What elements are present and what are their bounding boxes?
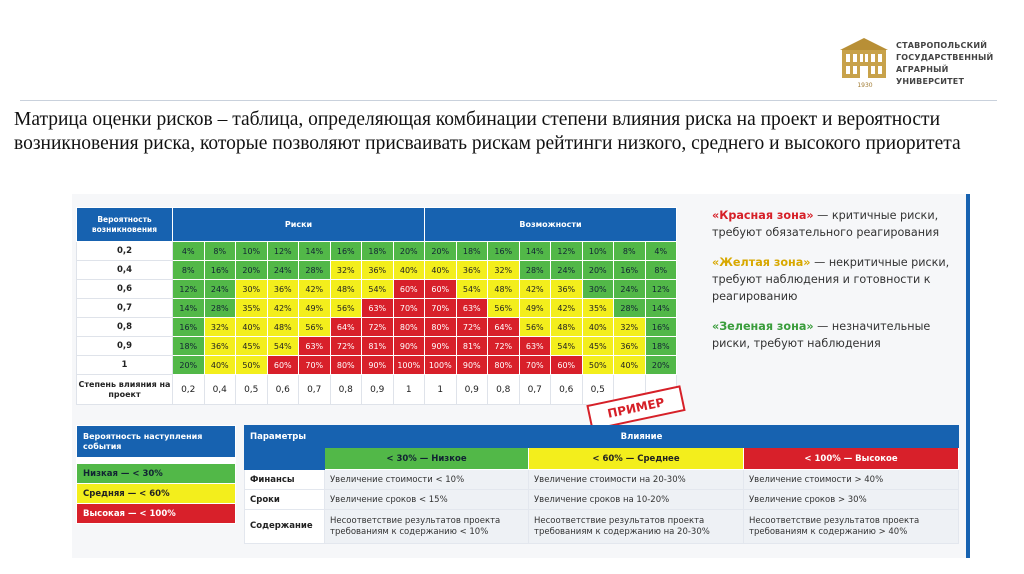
impact-cell: Несоответствие результатов проекта требованиям к содержанию < 10%	[325, 510, 529, 544]
impact-value: 0,4	[204, 375, 236, 405]
risk-cell: 54%	[267, 337, 299, 356]
risk-matrix	[76, 207, 677, 405]
impact-table	[244, 425, 959, 544]
opportunity-cell: 4%	[645, 242, 677, 261]
impact-value: 0,6	[267, 375, 299, 405]
opportunity-cell: 63%	[519, 337, 551, 356]
risk-cell: 49%	[299, 299, 331, 318]
probability-label: 0,2	[77, 242, 173, 261]
table-row	[245, 490, 959, 510]
opportunity-cell: 28%	[519, 261, 551, 280]
opportunity-cell: 36%	[614, 337, 646, 356]
opportunity-cell: 8%	[645, 261, 677, 280]
table-row	[245, 470, 959, 490]
risk-cell: 32%	[330, 261, 362, 280]
probability-label: 1	[77, 356, 173, 375]
opportunity-cell: 14%	[645, 299, 677, 318]
probability-medium: Средняя — < 60%	[77, 484, 236, 504]
impact-level-low: < 30% — Низкое	[325, 448, 529, 470]
logo-year: 1930	[857, 82, 873, 89]
risk-cell: 12%	[173, 280, 205, 299]
risk-cell: 80%	[393, 318, 425, 337]
risk-cell: 16%	[330, 242, 362, 261]
opportunity-cell: 63%	[456, 299, 488, 318]
risk-cell: 70%	[299, 356, 331, 375]
risk-cell: 48%	[267, 318, 299, 337]
university-logo	[840, 34, 1010, 92]
opportunity-cell: 45%	[582, 337, 614, 356]
opportunity-cell: 90%	[425, 337, 457, 356]
risk-cell: 18%	[173, 337, 205, 356]
page-title: Матрица оценки рисков – таблица, определяющая комбинации степени влияния риска на проект и вероятности возникновения риска, которые позволяют присваивать рискам рейтинги низкого, среднего и высокого приоритета	[14, 109, 961, 154]
impact-value: 0,9	[456, 375, 488, 405]
opportunity-cell: 12%	[645, 280, 677, 299]
impact-value: 0,6	[551, 375, 583, 405]
matrix-row	[77, 280, 677, 299]
zone-yellow-name: «Желтая зона»	[712, 256, 811, 269]
risk-cell: 42%	[299, 280, 331, 299]
opportunity-cell: 72%	[456, 318, 488, 337]
risk-cell: 35%	[236, 299, 268, 318]
risk-cell: 42%	[267, 299, 299, 318]
matrix-row	[77, 337, 677, 356]
risk-cell: 60%	[393, 280, 425, 299]
opportunity-cell: 81%	[456, 337, 488, 356]
impact-level-medium: < 60% — Среднее	[529, 448, 744, 470]
opportunity-cell: 49%	[519, 299, 551, 318]
risk-cell: 20%	[173, 356, 205, 375]
probability-low: Низкая — < 30%	[77, 464, 236, 484]
risk-cell: 36%	[204, 337, 236, 356]
risk-cell: 48%	[330, 280, 362, 299]
opportunity-cell: 8%	[614, 242, 646, 261]
header-divider	[20, 100, 997, 101]
risk-cell: 56%	[299, 318, 331, 337]
risk-cell: 80%	[330, 356, 362, 375]
risk-cell: 45%	[236, 337, 268, 356]
opportunity-cell: 30%	[582, 280, 614, 299]
risk-cell: 14%	[299, 242, 331, 261]
opportunity-cell: 64%	[488, 318, 520, 337]
opportunity-cell: 56%	[488, 299, 520, 318]
opportunity-cell: 16%	[488, 242, 520, 261]
impact-row-label: Содержание	[245, 510, 325, 544]
opportunity-cell: 36%	[551, 280, 583, 299]
risk-cell: 30%	[236, 280, 268, 299]
risk-cell: 81%	[362, 337, 394, 356]
risk-cell: 40%	[236, 318, 268, 337]
impact-cell: Увеличение стоимости > 40%	[744, 470, 959, 490]
opportunity-cell: 42%	[551, 299, 583, 318]
impact-value: 0,2	[173, 375, 205, 405]
opportunity-cell: 60%	[551, 356, 583, 375]
opportunity-cell: 18%	[456, 242, 488, 261]
opportunity-cell: 18%	[645, 337, 677, 356]
impact-label: Степень влияния на проект	[77, 375, 173, 405]
risk-cell: 4%	[173, 242, 205, 261]
logo-line-1: СТАВРОПОЛЬСКИЙ	[896, 41, 988, 50]
risk-cell: 24%	[267, 261, 299, 280]
probability-legend	[76, 425, 236, 524]
opportunity-cell: 50%	[582, 356, 614, 375]
zone-red	[712, 207, 968, 241]
opportunity-cell: 70%	[425, 299, 457, 318]
opportunity-cell: 54%	[551, 337, 583, 356]
opportunity-cell: 24%	[551, 261, 583, 280]
opportunity-cell: 16%	[645, 318, 677, 337]
impact-cell: Увеличение стоимости < 10%	[325, 470, 529, 490]
risk-cell: 28%	[299, 261, 331, 280]
impact-cell: Увеличение сроков > 30%	[744, 490, 959, 510]
risk-cell: 32%	[204, 318, 236, 337]
zone-yellow	[712, 254, 968, 305]
risk-cell: 18%	[362, 242, 394, 261]
impact-value: 0,5	[236, 375, 268, 405]
risk-cell: 60%	[267, 356, 299, 375]
impact-row-label: Сроки	[245, 490, 325, 510]
risk-cell: 24%	[204, 280, 236, 299]
opportunity-cell: 80%	[425, 318, 457, 337]
risk-cell: 64%	[330, 318, 362, 337]
risk-cell: 36%	[362, 261, 394, 280]
impact-value: 0,8	[488, 375, 520, 405]
opportunity-cell: 80%	[488, 356, 520, 375]
matrix-header-opportunities: Возможности	[425, 208, 677, 242]
risk-cell: 50%	[236, 356, 268, 375]
opportunity-cell: 100%	[425, 356, 457, 375]
risk-cell: 16%	[173, 318, 205, 337]
risk-cell: 10%	[236, 242, 268, 261]
impact-value: 0,8	[330, 375, 362, 405]
zone-red-text: — критичные риски, требуют обязательного реагирования	[712, 209, 940, 239]
impact-header-impact: Влияние	[325, 426, 959, 448]
opportunity-cell: 40%	[614, 356, 646, 375]
opportunity-cell: 35%	[582, 299, 614, 318]
impact-cell: Несоответствие результатов проекта требованиям к содержанию на 20-30%	[529, 510, 744, 544]
risk-cell: 72%	[330, 337, 362, 356]
probability-label: 0,8	[77, 318, 173, 337]
opportunity-cell: 48%	[551, 318, 583, 337]
zone-yellow-text: — некритичные риски, требуют наблюдения и готовности к реагированию	[712, 256, 950, 303]
opportunity-cell: 20%	[425, 242, 457, 261]
matrix-header-risks: Риски	[173, 208, 425, 242]
zone-green-name: «Зеленая зона»	[712, 320, 814, 333]
matrix-row	[77, 318, 677, 337]
probability-label: 0,4	[77, 261, 173, 280]
opportunity-cell: 12%	[551, 242, 583, 261]
risk-cell: 8%	[173, 261, 205, 280]
risk-cell: 8%	[204, 242, 236, 261]
zones-legend	[712, 207, 968, 365]
risk-cell: 40%	[204, 356, 236, 375]
table-row	[245, 510, 959, 544]
impact-value: 0,7	[519, 375, 551, 405]
impact-value: 0,7	[299, 375, 331, 405]
risk-cell: 14%	[173, 299, 205, 318]
opportunity-cell: 36%	[456, 261, 488, 280]
example-stamp: ПРИМЕР	[586, 385, 685, 430]
zone-green-text: — незначительные риски, требуют наблюдения	[712, 320, 931, 350]
impact-cell: Увеличение стоимости на 20-30%	[529, 470, 744, 490]
impact-header-parameters: Параметры	[245, 426, 325, 448]
risk-cell: 90%	[393, 337, 425, 356]
risk-cell: 40%	[393, 261, 425, 280]
risk-cell: 20%	[393, 242, 425, 261]
probability-label: 0,7	[77, 299, 173, 318]
logo-line-3: АГРАРНЫЙ УНИВЕРСИТЕТ	[896, 65, 965, 86]
logo-text	[896, 40, 1016, 88]
risk-cell: 90%	[362, 356, 394, 375]
opportunity-cell: 32%	[614, 318, 646, 337]
matrix-row	[77, 242, 677, 261]
impact-header-blank	[245, 448, 325, 470]
matrix-row	[77, 356, 677, 375]
risk-cell: 63%	[362, 299, 394, 318]
opportunity-cell: 90%	[456, 356, 488, 375]
opportunity-cell: 32%	[488, 261, 520, 280]
probability-high: Высокая — < 100%	[77, 504, 236, 524]
risk-cell: 72%	[362, 318, 394, 337]
university-building-icon	[840, 36, 888, 80]
risk-cell: 70%	[393, 299, 425, 318]
opportunity-cell: 48%	[488, 280, 520, 299]
risk-cell: 16%	[204, 261, 236, 280]
risk-cell: 28%	[204, 299, 236, 318]
opportunity-cell: 42%	[519, 280, 551, 299]
opportunity-cell: 70%	[519, 356, 551, 375]
opportunity-cell: 40%	[582, 318, 614, 337]
opportunity-cell: 60%	[425, 280, 457, 299]
impact-row-label: Финансы	[245, 470, 325, 490]
risk-cell: 36%	[267, 280, 299, 299]
risk-cell: 20%	[236, 261, 268, 280]
risk-cell: 100%	[393, 356, 425, 375]
logo-line-2: ГОСУДАРСТВЕННЫЙ	[896, 53, 994, 62]
impact-cell: Увеличение сроков на 10-20%	[529, 490, 744, 510]
impact-value: 0,9	[362, 375, 394, 405]
opportunity-cell: 20%	[645, 356, 677, 375]
probability-legend-header: Вероятность наступления события	[77, 426, 236, 458]
zone-red-name: «Красная зона»	[712, 209, 814, 222]
opportunity-cell: 72%	[488, 337, 520, 356]
impact-value: 0,5	[582, 375, 614, 405]
impact-level-high: < 100% — Высокое	[744, 448, 959, 470]
opportunity-cell: 56%	[519, 318, 551, 337]
opportunity-cell: 54%	[456, 280, 488, 299]
risk-cell: 56%	[330, 299, 362, 318]
impact-cell: Несоответствие результатов проекта требованиям к содержанию > 40%	[744, 510, 959, 544]
opportunity-cell: 14%	[519, 242, 551, 261]
risk-cell: 54%	[362, 280, 394, 299]
impact-row	[77, 375, 677, 405]
impact-cell: Увеличение сроков < 15%	[325, 490, 529, 510]
matrix-row	[77, 299, 677, 318]
opportunity-cell: 20%	[582, 261, 614, 280]
opportunity-cell: 28%	[614, 299, 646, 318]
probability-label: 0,6	[77, 280, 173, 299]
impact-value: 1	[425, 375, 457, 405]
opportunity-cell: 40%	[425, 261, 457, 280]
risk-cell: 63%	[299, 337, 331, 356]
matrix-row	[77, 261, 677, 280]
opportunity-cell: 24%	[614, 280, 646, 299]
zone-green	[712, 318, 968, 352]
impact-value: 1	[393, 375, 425, 405]
probability-label: 0,9	[77, 337, 173, 356]
matrix-header-probability: Вероятность возникновения	[77, 208, 173, 242]
opportunity-cell: 16%	[614, 261, 646, 280]
opportunity-cell: 10%	[582, 242, 614, 261]
risk-cell: 12%	[267, 242, 299, 261]
